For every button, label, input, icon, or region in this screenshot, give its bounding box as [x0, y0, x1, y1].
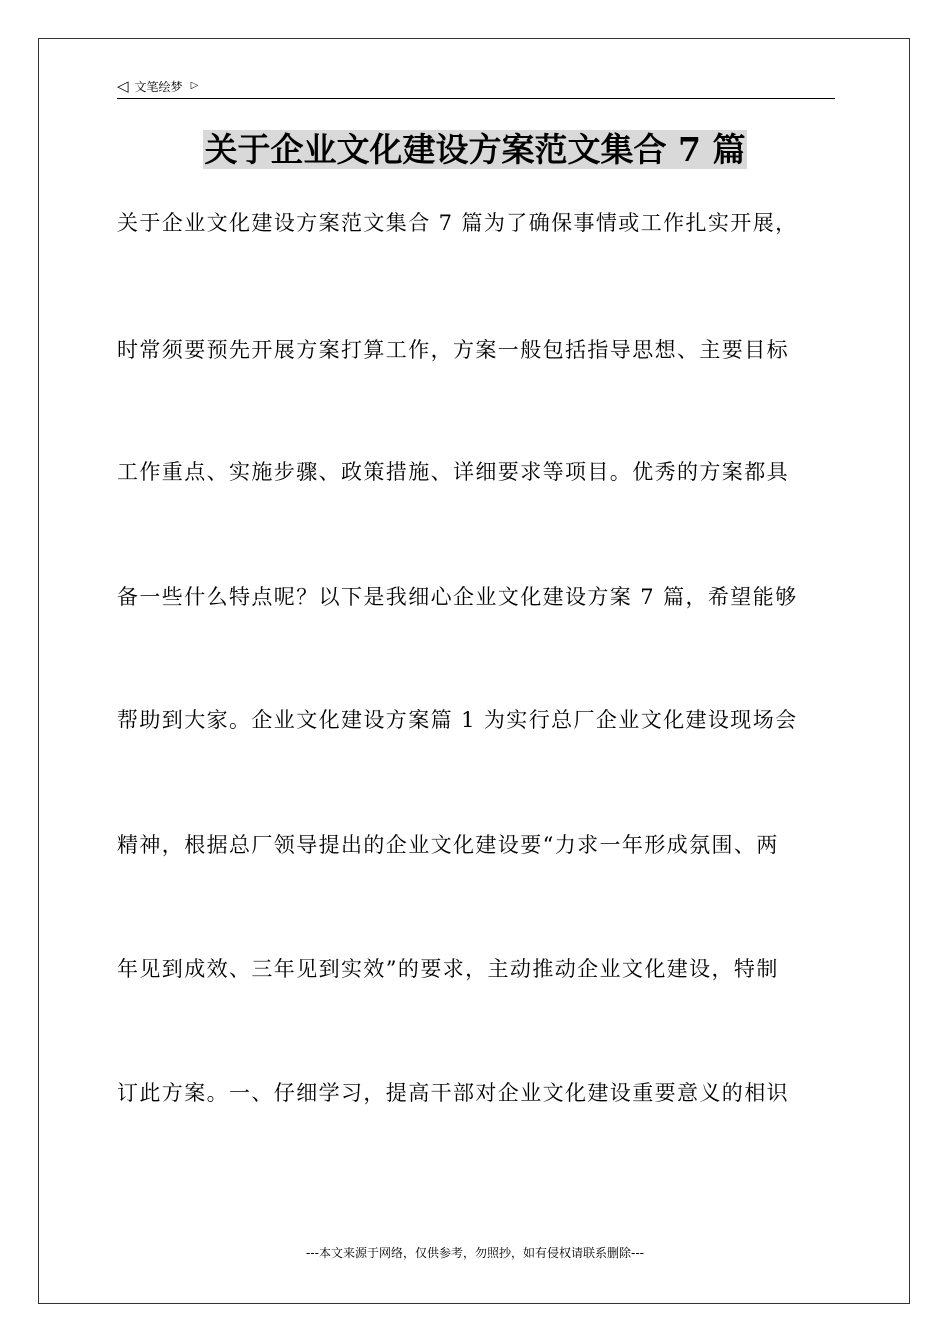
- page-header: [117, 74, 835, 99]
- body-line: 精神，根据总厂领导提出的企业文化建设要“力求一年形成氛围、两: [117, 833, 779, 857]
- body-line: 订此方案。一、仔细学习，提高干部对企业文化建设重要意义的相识: [117, 1081, 789, 1105]
- document-title: 关于企业文化建设方案范文集合 7 篇: [204, 130, 746, 169]
- body-line: 年见到成效、三年见到实效”的要求，主动推动企业文化建设，特制: [117, 957, 779, 981]
- triangle-left-icon: ◁: [117, 76, 129, 95]
- body-line: 关于企业文化建设方案范文集合 7 篇为了确保事情或工作扎实开展，: [117, 211, 798, 235]
- body-line: 时常须要预先开展方案打算工作，方案一般包括指导思想、主要目标: [117, 338, 789, 362]
- body-line: 备一些什么特点呢？以下是我细心企业文化建设方案 7 篇，希望能够: [117, 585, 798, 609]
- page-footer: ---本文来源于网络，仅供参考，勿照抄，如有侵权请联系删除---: [306, 1246, 644, 1260]
- triangle-right-icon: ▷: [190, 80, 199, 91]
- body-line: 帮助到大家。企业文化建设方案篇 1 为实行总厂企业文化建设现场会: [117, 708, 798, 732]
- body-line: 工作重点、实施步骤、政策措施、详细要求等项目。优秀的方案都具: [117, 460, 789, 484]
- document-title-wrapper: [0, 128, 950, 172]
- header-brand: 文笔绘梦: [134, 79, 183, 94]
